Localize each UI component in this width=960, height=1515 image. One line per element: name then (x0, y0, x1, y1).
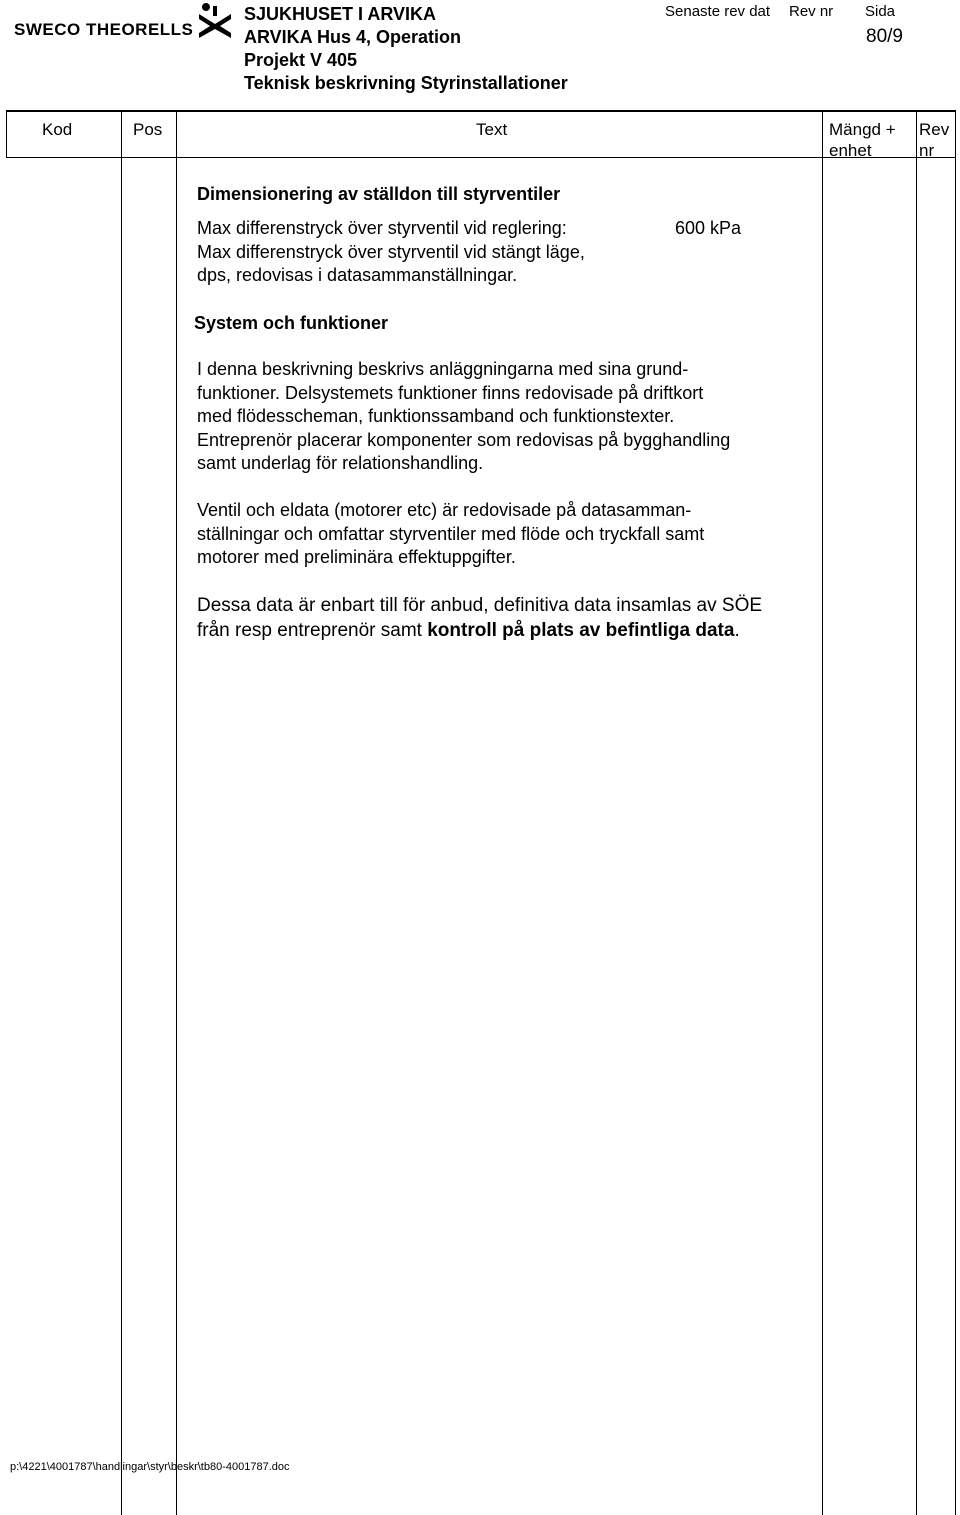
paragraph-line: ställningar och omfattar styrventiler med flöde och tryckfall samt (197, 523, 705, 544)
page-number: 80/9 (866, 26, 903, 47)
document-title: Teknisk beskrivning Styrinstallationer (244, 73, 568, 93)
column-header-rev-line2: nr (919, 141, 935, 160)
table-header-divider (6, 157, 956, 158)
column-header-text: Text (476, 120, 508, 139)
table-left-border (6, 110, 7, 158)
paragraph-line: Entreprenör placerar komponenter som redovisas på bygghandling (197, 429, 731, 450)
dimensioning-pressure-value: 600 kPa (675, 218, 742, 238)
dimensioning-line: Max differenstryck över styrventil vid reglering: (197, 218, 567, 238)
column-header-pos: Pos (133, 120, 163, 139)
paragraph-emphasis: kontroll på plats av befintliga data (427, 620, 735, 641)
project-building: ARVIKA Hus 4, Operation (244, 27, 462, 47)
table-top-border (6, 110, 956, 112)
system-heading: System och funktioner (194, 313, 389, 333)
column-header-rev (919, 119, 949, 161)
page-label: Sida (865, 3, 896, 20)
rev-nr-label: Rev nr (789, 3, 834, 20)
column-divider-qty (822, 110, 823, 1515)
paragraph-line: Ventil och eldata (motorer etc) är redovisade på datasamman- (197, 500, 692, 520)
paragraph-text-end: . (734, 620, 740, 641)
column-header-rev-line1: Rev (919, 120, 950, 139)
latest-rev-date-label: Senaste rev dat (665, 3, 771, 20)
column-divider-pos (121, 110, 122, 1515)
paragraph-line: motorer med preliminära effektuppgifter. (197, 547, 516, 567)
paragraph-line: Dessa data är enbart till för anbud, definitiva data insamlas av SÖE (197, 595, 763, 616)
system-paragraph-2 (197, 499, 704, 570)
dimensioning-line: dps, redovisas i datasammanställningar. (197, 265, 518, 285)
column-header-kod: Kod (42, 120, 73, 139)
company-logo-text: SWECO THEORELLS (14, 20, 194, 39)
system-paragraph-3 (197, 593, 762, 643)
company-logo-icon (196, 2, 234, 40)
file-path-footer: p:\4221\4001787\handlingar\styr\beskr\tb80-4001787.doc (10, 1461, 290, 1473)
dimensioning-text (197, 217, 585, 288)
paragraph-line: samt underlag för relationshandling. (197, 453, 484, 473)
column-header-quantity (829, 119, 896, 161)
column-header-quantity-line2: enhet (829, 141, 872, 160)
paragraph-line: I denna beskrivning beskrivs anläggningarna med sina grund- (197, 359, 689, 379)
dimensioning-heading: Dimensionering av ställdon till styrventiler (197, 184, 561, 204)
table-right-border (955, 110, 956, 1515)
project-number: Projekt V 405 (244, 50, 358, 70)
paragraph-line: funktioner. Delsystemets funktioner finns redovisade på driftkort (197, 382, 704, 403)
system-paragraph-1 (197, 358, 730, 476)
column-divider-text (176, 110, 177, 1515)
project-hospital: SJUKHUSET I ARVIKA (244, 4, 437, 24)
dimensioning-line: Max differenstryck över styrventil vid stängt läge, (197, 241, 585, 262)
column-divider-rev (916, 110, 917, 1515)
paragraph-line: med flödesscheman, funktionssamband och funktionstexter. (197, 406, 675, 426)
paragraph-line (197, 618, 762, 643)
paragraph-text: från resp entreprenör samt (197, 620, 428, 641)
column-header-quantity-line1: Mängd + (829, 120, 896, 139)
